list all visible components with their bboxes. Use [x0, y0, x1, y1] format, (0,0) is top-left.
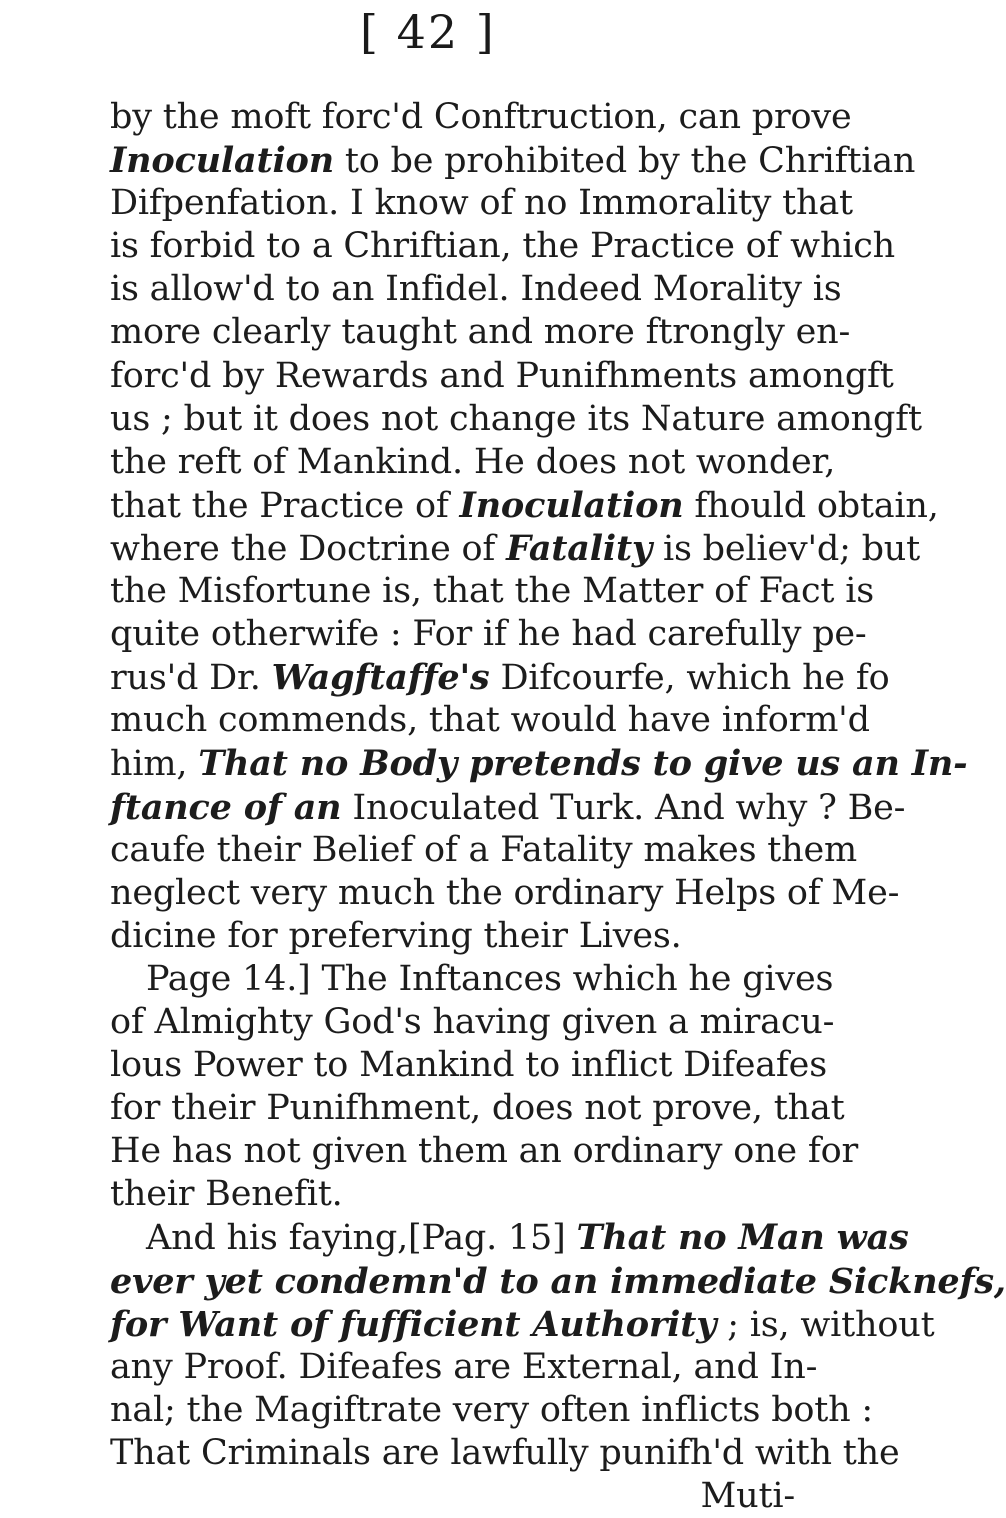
text-run: quite otherwife : For if he had carefully pe-: [110, 614, 867, 655]
text-line: [110, 225, 896, 268]
text-run: forc'd by Rewards and Punifhments amongft: [110, 355, 894, 396]
text-run: for their Punifhment, does not prove, that: [110, 1088, 845, 1129]
text-run: Difpenfation. I know of no Immorality that: [110, 183, 853, 224]
text-line: [110, 1087, 845, 1130]
text-line: [110, 311, 851, 354]
text-run: ; is, without: [716, 1304, 935, 1345]
italic-text-run: for Want of fufficient Authority: [110, 1303, 717, 1345]
text-line: [110, 1216, 909, 1259]
text-run: nal; the Magiftrate very often inflicts both :: [110, 1389, 874, 1430]
text-run: him,: [110, 744, 199, 785]
text-line: [110, 268, 842, 311]
catchword: [110, 1475, 795, 1518]
text-line: [110, 829, 857, 872]
text-run: That Criminals are lawfully punifh'd with the: [110, 1432, 900, 1473]
text-line: [110, 1001, 835, 1044]
text-line: [110, 1260, 1006, 1303]
text-run: that the Practice of: [110, 485, 460, 526]
text-line: [110, 96, 852, 139]
text-line: [110, 958, 834, 1001]
text-line: [110, 1303, 935, 1346]
text-run: is forbid to a Chriftian, the Practice of which: [110, 226, 896, 267]
text-line: [110, 786, 906, 829]
italic-text-run: ftance of an: [110, 786, 342, 828]
body-text: [110, 96, 1006, 1518]
italic-text-run: Inoculation: [459, 484, 684, 526]
text-run: neglect very much the ordinary Helps of Me-: [110, 872, 900, 913]
text-line: [110, 484, 939, 527]
text-line: [110, 742, 968, 785]
text-line: [110, 441, 836, 484]
text-run: us ; but it does not change its Nature amongft: [110, 398, 922, 439]
text-line: [110, 656, 890, 699]
italic-text-run: That no Man was: [576, 1217, 909, 1259]
text-run: And his faying,[Pag. 15]: [146, 1218, 577, 1259]
text-line: [110, 570, 874, 613]
text-run: is believ'd; but: [652, 528, 921, 569]
text-run: Page 14.] The Inftances which he gives: [146, 958, 834, 999]
text-run: is allow'd to an Infidel. Indeed Morality is: [110, 269, 842, 310]
italic-text-run: Wagftaffe's: [271, 657, 490, 699]
text-line: [110, 355, 894, 398]
text-run: Difcourfe, which he fo: [489, 658, 890, 699]
italic-text-run: Inoculation: [110, 140, 334, 182]
text-run: any Proof. Difeafes are External, and In-: [110, 1346, 818, 1387]
text-run: lous Power to Mankind to inflict Difeafes: [110, 1045, 827, 1086]
italic-text-run: ever yet condemn'd to an immediate Sicknefs,: [110, 1260, 1006, 1302]
text-run: of Almighty God's having given a miracu-: [110, 1001, 835, 1042]
text-run: Inoculated Turk. And why ? Be-: [341, 787, 906, 828]
text-line: [110, 872, 900, 915]
text-line: [110, 1389, 874, 1432]
text-run: the reft of Mankind. He does not wonder,: [110, 441, 836, 482]
text-line: [110, 699, 870, 742]
text-line: [110, 1173, 795, 1216]
text-run: where the Doctrine of: [110, 528, 507, 569]
text-run: He has not given them an ordinary one for: [110, 1131, 859, 1172]
text-line: [110, 1130, 859, 1173]
text-line: [110, 182, 853, 225]
text-line: [110, 915, 795, 958]
text-run: much commends, that would have inform'd: [110, 700, 870, 741]
text-run: their Benefit.: [110, 1174, 343, 1215]
italic-text-run: That no Body pretends to give us an In-: [198, 743, 968, 785]
text-run: dicine for preferving their Lives.: [110, 915, 682, 956]
text-run: fhould obtain,: [683, 485, 939, 526]
text-run: caufe their Belief of a Fatality makes them: [110, 829, 857, 870]
text-run: by the moft forc'd Conftruction, can prove: [110, 97, 852, 137]
text-line: [110, 398, 922, 441]
text-line: [110, 139, 916, 182]
text-run: Muti-: [700, 1476, 795, 1516]
italic-text-run: Fatality: [506, 527, 653, 569]
text-run: to be prohibited by the Chriftian: [333, 141, 916, 182]
text-run: more clearly taught and more ftrongly en-: [110, 312, 851, 353]
text-line: [110, 1346, 818, 1389]
text-line: [110, 527, 921, 570]
page-number: [ 42 ]: [360, 5, 496, 59]
text-line: [110, 613, 867, 656]
text-run: the Misfortune is, that the Matter of Fact is: [110, 571, 874, 612]
text-line: [110, 1044, 827, 1087]
text-line: [110, 1432, 900, 1475]
text-run: rus'd Dr.: [110, 658, 272, 699]
